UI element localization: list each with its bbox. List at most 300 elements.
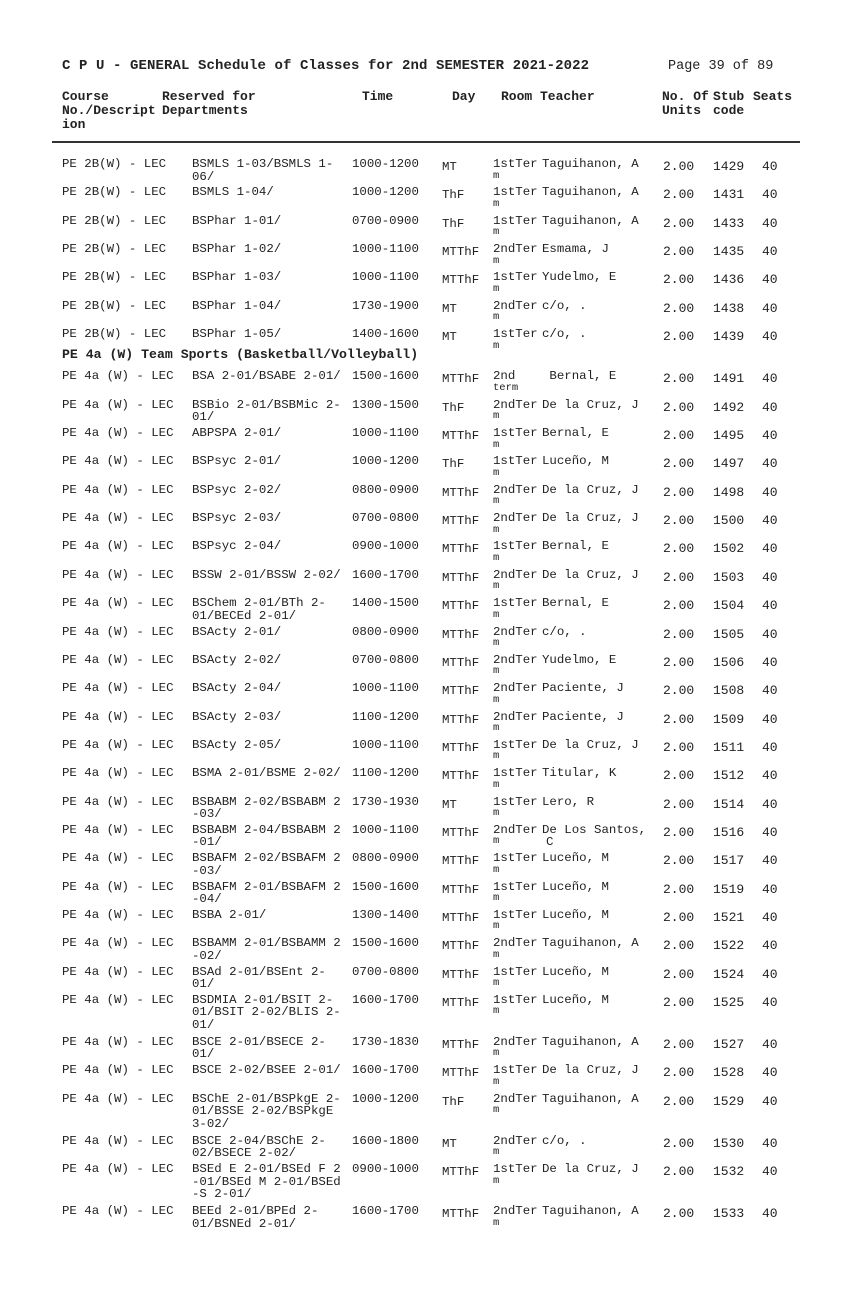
room-cell — [493, 1093, 538, 1117]
room-cell — [493, 654, 538, 678]
room-line-1: 1stTer — [493, 539, 538, 554]
departments-cell: BSPhar 1-05/ — [192, 327, 282, 342]
room-line-1: 2ndTer — [493, 652, 538, 667]
time-cell: 1300-1500 — [352, 397, 419, 412]
departments-cell: BSCE 2-01/BSECE 2- 01/ — [192, 1034, 326, 1062]
units-cell: 2.00 — [663, 768, 695, 784]
units-cell: 2.00 — [663, 399, 695, 415]
day-cell: MTThF — [442, 712, 480, 727]
units-cell: 2.00 — [663, 654, 695, 670]
room-line-2: m — [493, 750, 500, 763]
room-line-1: 1stTer — [493, 426, 538, 441]
seats-cell: 40 — [762, 187, 778, 203]
course-cell: PE 2B(W) - LEC — [62, 327, 167, 342]
room-line-1: 1stTer — [493, 992, 538, 1007]
seats-cell: 40 — [762, 598, 778, 614]
teacher-line-1: Luceño, M — [542, 964, 609, 979]
departments-cell: BSMLS 1-03/BSMLS 1- 06/ — [192, 157, 334, 184]
stub-code-cell: 1512 — [713, 768, 745, 784]
units-cell: 2.00 — [663, 329, 695, 345]
room-line-1: 2ndTer — [493, 1204, 538, 1218]
units-cell: 2.00 — [663, 626, 695, 642]
course-cell: PE 4a (W) - LEC — [62, 1063, 174, 1078]
room-line-1: 1stTer — [493, 794, 538, 809]
teacher-line-1: Lero, R — [542, 794, 595, 809]
teacher-cell — [542, 654, 616, 667]
room-cell — [493, 824, 538, 848]
departments-cell: BSActy 2-02/ — [192, 652, 282, 667]
stub-code-cell: 1431 — [713, 187, 745, 203]
room-line-2: m — [493, 608, 500, 621]
schedule-table — [0, 158, 850, 1233]
teacher-line-1: Titular, K — [542, 766, 617, 781]
table-row — [0, 370, 850, 398]
seats-cell: 40 — [762, 796, 778, 812]
teacher-line-1: Luceño, M — [542, 879, 609, 894]
seats-cell: 40 — [762, 966, 778, 982]
table-row — [0, 512, 850, 540]
units-cell: 2.00 — [663, 513, 695, 529]
seats-cell: 40 — [762, 513, 778, 529]
room-line-1: 1stTer — [493, 1063, 538, 1078]
day-cell: MTThF — [442, 1066, 480, 1081]
table-row — [0, 1093, 850, 1135]
room-line-2: m — [493, 197, 500, 210]
units-cell: 2.00 — [663, 244, 695, 260]
units-cell: 2.00 — [663, 711, 695, 727]
section-heading: PE 4a (W) Team Sports (Basketball/Volleyball) — [62, 347, 419, 363]
teacher-line-1: De la Cruz, J — [542, 567, 639, 582]
room-cell — [493, 540, 538, 564]
day-cell: MTThF — [442, 627, 480, 642]
room-line-2: m — [493, 1005, 500, 1018]
teacher-line-1: Yudelmo, E — [542, 270, 617, 285]
teacher-line-1: Luceño, M — [542, 454, 609, 469]
time-cell: 1100-1200 — [352, 709, 419, 724]
course-cell: PE 2B(W) - LEC — [62, 157, 167, 171]
teacher-line-1: De la Cruz, J — [542, 737, 639, 752]
table-row — [0, 1036, 850, 1064]
teacher-cell — [542, 328, 587, 341]
teacher-cell — [542, 455, 609, 468]
room-line-1: 1stTer — [493, 766, 538, 781]
room-line-1: 1stTer — [493, 851, 538, 866]
time-cell: 1000-1100 — [352, 242, 419, 257]
seats-cell: 40 — [762, 1206, 778, 1221]
time-cell: 1000-1200 — [352, 157, 419, 171]
day-cell: MT — [442, 330, 457, 345]
day-cell: MT — [442, 160, 457, 174]
room-line-2: m — [493, 169, 500, 182]
teacher-cell — [542, 370, 616, 383]
room-line-1: 2ndTer — [493, 397, 538, 412]
day-cell: MTThF — [442, 599, 480, 614]
teacher-cell — [542, 1205, 639, 1218]
room-cell — [493, 626, 538, 650]
room-line-1: 1stTer — [493, 157, 538, 171]
teacher-cell — [542, 739, 639, 752]
teacher-cell — [542, 399, 639, 412]
room-cell — [493, 512, 538, 536]
day-cell: MTThF — [442, 740, 480, 755]
room-cell — [493, 300, 538, 324]
seats-cell: 40 — [762, 329, 778, 345]
units-cell: 2.00 — [663, 215, 695, 231]
teacher-line-1: Bernal, E — [542, 539, 609, 554]
col-header-room-teacher: Room Teacher — [501, 89, 595, 104]
seats-cell: 40 — [762, 399, 778, 415]
time-cell: 1730-1930 — [352, 794, 419, 809]
units-cell: 2.00 — [663, 824, 695, 840]
room-line-2: m — [493, 495, 500, 508]
teacher-line-1: De la Cruz, J — [542, 1162, 639, 1176]
teacher-cell — [542, 540, 609, 553]
room-cell — [493, 399, 538, 423]
teacher-cell — [542, 1135, 587, 1148]
units-cell: 2.00 — [663, 1036, 695, 1052]
units-cell: 2.00 — [663, 569, 695, 585]
table-row — [0, 711, 850, 739]
col-header-course: Course No./Descript ion — [62, 89, 156, 132]
teacher-cell — [542, 1093, 639, 1106]
room-cell — [493, 1036, 538, 1060]
room-line-2: m — [493, 665, 500, 678]
departments-cell: BSBA 2-01/ — [192, 907, 267, 922]
departments-cell: BSBABM 2-02/BSBABM 2 -03/ — [192, 794, 341, 822]
seats-cell: 40 — [762, 1093, 778, 1109]
time-cell: 1400-1600 — [352, 327, 419, 342]
departments-cell: BSPhar 1-03/ — [192, 270, 282, 285]
room-line-1: 2ndTer — [493, 624, 538, 639]
day-cell: MTThF — [442, 1037, 480, 1052]
table-row — [0, 427, 850, 455]
departments-cell: BSActy 2-01/ — [192, 624, 282, 639]
units-cell: 2.00 — [663, 683, 695, 699]
table-row — [0, 966, 850, 994]
time-cell: 1500-1600 — [352, 879, 419, 894]
stub-code-cell: 1495 — [713, 428, 745, 444]
day-cell: ThF — [442, 188, 465, 203]
stub-code-cell: 1502 — [713, 541, 745, 557]
col-header-reserved: Reserved for Departments — [162, 89, 256, 118]
room-line-1: 2ndTer — [493, 1133, 538, 1148]
time-cell: 1300-1400 — [352, 907, 419, 922]
table-row — [0, 1135, 850, 1163]
table-row — [0, 852, 850, 880]
course-cell: PE 4a (W) - LEC — [62, 1034, 174, 1049]
time-cell: 1000-1100 — [352, 737, 419, 752]
room-cell — [493, 682, 538, 706]
departments-cell: BSBio 2-01/BSBMic 2- 01/ — [192, 397, 341, 425]
teacher-line-1: c/o, . — [542, 327, 587, 342]
course-cell: PE 2B(W) - LEC — [62, 270, 167, 285]
room-cell — [493, 597, 538, 621]
room-line-2: m — [493, 254, 500, 267]
day-cell: MT — [442, 1136, 457, 1151]
departments-cell: BSPhar 1-04/ — [192, 298, 282, 313]
teacher-line-1: Esmama, J — [542, 242, 609, 257]
teacher-cell — [542, 158, 639, 171]
time-cell: 1100-1200 — [352, 766, 419, 781]
departments-cell: BSBAMM 2-01/BSBAMM 2 -02/ — [192, 936, 341, 963]
teacher-cell — [542, 796, 594, 809]
seats-cell: 40 — [762, 541, 778, 557]
col-header-time: Time — [362, 89, 394, 104]
room-cell — [493, 370, 518, 394]
day-cell: MTThF — [442, 273, 480, 288]
seats-cell: 40 — [762, 244, 778, 260]
day-cell: MTThF — [442, 769, 480, 784]
teacher-cell — [542, 243, 609, 256]
teacher-cell — [542, 484, 639, 497]
room-cell — [493, 455, 538, 479]
col-header-seats: Seats — [753, 89, 793, 104]
seats-cell: 40 — [762, 456, 778, 472]
time-cell: 1730-1900 — [352, 298, 419, 313]
stub-code-cell: 1524 — [713, 966, 745, 982]
course-cell: PE 4a (W) - LEC — [62, 567, 174, 582]
departments-cell: BSChem 2-01/BTh 2- 01/BECEd 2-01/ — [192, 596, 326, 623]
room-line-2: m — [493, 311, 500, 324]
day-cell: ThF — [442, 457, 465, 472]
room-line-1: 1stTer — [493, 879, 538, 894]
stub-code-cell: 1435 — [713, 244, 745, 260]
day-cell: MTThF — [442, 967, 480, 982]
teacher-line-1: De la Cruz, J — [542, 511, 639, 526]
course-cell: PE 4a (W) - LEC — [62, 596, 174, 611]
day-cell: MTThF — [442, 485, 480, 500]
day-cell: MT — [442, 797, 457, 812]
units-cell: 2.00 — [663, 938, 695, 954]
teacher-line-1: Paciente, J — [542, 681, 624, 696]
room-line-2: m — [493, 1104, 500, 1117]
table-row — [0, 300, 850, 328]
teacher-line-1: De la Cruz, J — [542, 482, 639, 497]
room-line-2: m — [493, 892, 500, 905]
stub-code-cell: 1492 — [713, 399, 745, 415]
day-cell: MTThF — [442, 882, 480, 897]
table-row — [0, 626, 850, 654]
stub-code-cell: 1532 — [713, 1164, 745, 1179]
seats-cell: 40 — [762, 1135, 778, 1151]
course-cell: PE 4a (W) - LEC — [62, 482, 174, 497]
course-cell: PE 4a (W) - LEC — [62, 1204, 174, 1218]
teacher-line-1: De Los Santos, — [542, 822, 647, 837]
seats-cell: 40 — [762, 654, 778, 670]
course-cell: PE 4a (W) - LEC — [62, 1091, 174, 1106]
teacher-cell — [542, 881, 609, 894]
seats-cell: 40 — [762, 159, 778, 174]
room-cell — [493, 186, 538, 210]
seats-cell: 40 — [762, 371, 778, 387]
course-cell: PE 4a (W) - LEC — [62, 1133, 174, 1148]
room-line-2: m — [493, 778, 500, 791]
teacher-cell — [542, 1036, 639, 1049]
teacher-line-1: Bernal, E — [542, 426, 609, 441]
stub-code-cell: 1505 — [713, 626, 745, 642]
units-cell: 2.00 — [663, 796, 695, 812]
time-cell: 0900-1000 — [352, 1162, 419, 1176]
room-cell — [493, 1064, 538, 1088]
units-cell: 2.00 — [663, 428, 695, 444]
seats-cell: 40 — [762, 626, 778, 642]
teacher-line-1: c/o, . — [542, 298, 587, 313]
departments-cell: BSPsyc 2-01/ — [192, 454, 282, 469]
room-cell — [493, 1163, 538, 1187]
room-line-2: m — [493, 410, 500, 423]
teacher-line-1: Bernal, E — [542, 369, 617, 384]
seats-cell: 40 — [762, 1065, 778, 1081]
teacher-line-1: Luceño, M — [542, 851, 609, 866]
teacher-cell — [542, 597, 609, 610]
units-cell: 2.00 — [663, 853, 695, 869]
day-cell: MTThF — [442, 655, 480, 670]
teacher-cell — [542, 711, 624, 724]
teacher-cell — [542, 626, 587, 639]
room-line-2: m — [493, 580, 500, 593]
teacher-cell — [542, 682, 624, 695]
departments-cell: BEEd 2-01/BPEd 2- 01/BSNEd 2-01/ — [192, 1204, 319, 1231]
teacher-cell — [542, 1163, 639, 1176]
room-cell — [493, 937, 538, 961]
seats-cell: 40 — [762, 215, 778, 231]
room-line-1: 2ndTer — [493, 298, 538, 313]
units-cell: 2.00 — [663, 739, 695, 755]
teacher-cell — [542, 767, 616, 780]
page-number: Page 39 of 89 — [668, 59, 774, 74]
teacher-line-1: De la Cruz, J — [542, 397, 639, 412]
table-row — [0, 937, 850, 965]
units-cell: 2.00 — [663, 159, 695, 174]
departments-cell: BSBAFM 2-02/BSBAFM 2 -03/ — [192, 851, 341, 878]
departments-cell: BSSW 2-01/BSSW 2-02/ — [192, 567, 341, 582]
units-cell: 2.00 — [663, 484, 695, 500]
table-row — [0, 994, 850, 1036]
room-line-1: 1stTer — [493, 213, 538, 228]
room-cell — [493, 739, 538, 763]
room-cell — [493, 852, 538, 876]
teacher-line-1: Taguihanon, A — [542, 157, 639, 171]
teacher-cell — [542, 271, 616, 284]
course-cell: PE 4a (W) - LEC — [62, 624, 174, 639]
teacher-cell — [542, 824, 646, 849]
teacher-cell — [542, 852, 609, 865]
day-cell: MTThF — [442, 825, 480, 840]
day-cell: MTThF — [442, 372, 480, 387]
units-cell: 2.00 — [663, 598, 695, 614]
day-cell: MT — [442, 301, 457, 316]
course-cell: PE 2B(W) - LEC — [62, 185, 167, 200]
units-cell: 2.00 — [663, 541, 695, 557]
time-cell: 1600-1700 — [352, 1063, 419, 1078]
room-line-2: m — [493, 722, 500, 735]
day-cell: ThF — [442, 1094, 465, 1109]
room-line-1: 1stTer — [493, 964, 538, 979]
room-line-2: m — [493, 1216, 500, 1229]
room-line-2: m — [493, 226, 500, 239]
room-line-2: m — [493, 1174, 500, 1187]
table-row — [0, 540, 850, 568]
room-cell — [493, 767, 538, 791]
seats-cell: 40 — [762, 484, 778, 500]
room-line-2: m — [493, 637, 500, 649]
time-cell: 1600-1700 — [352, 1204, 419, 1218]
course-cell: PE 4a (W) - LEC — [62, 907, 174, 922]
seats-cell: 40 — [762, 272, 778, 288]
time-cell: 0800-0900 — [352, 624, 419, 639]
stub-code-cell: 1497 — [713, 456, 745, 472]
table-row — [0, 1163, 850, 1205]
course-cell: PE 4a (W) - LEC — [62, 822, 174, 837]
stub-code-cell: 1509 — [713, 711, 745, 727]
room-line-1: 2ndTer — [493, 681, 538, 696]
room-line-2: m — [493, 948, 500, 961]
room-line-1: 2ndTer — [493, 567, 538, 582]
table-row — [0, 455, 850, 483]
time-cell: 1600-1700 — [352, 992, 419, 1007]
time-cell: 0900-1000 — [352, 539, 419, 554]
departments-cell: BSPsyc 2-02/ — [192, 482, 282, 497]
room-cell — [493, 484, 538, 508]
teacher-line-1: Yudelmo, E — [542, 652, 617, 667]
course-cell: PE 4a (W) - LEC — [62, 737, 174, 752]
teacher-cell — [542, 994, 609, 1007]
departments-cell: BSCE 2-02/BSEE 2-01/ — [192, 1063, 341, 1078]
departments-cell: BSPhar 1-01/ — [192, 213, 282, 228]
time-cell: 1600-1700 — [352, 567, 419, 582]
course-cell: PE 4a (W) - LEC — [62, 794, 174, 809]
room-line-2: m — [493, 551, 500, 564]
stub-code-cell: 1522 — [713, 938, 745, 954]
seats-cell: 40 — [762, 569, 778, 585]
units-cell: 2.00 — [663, 300, 695, 316]
time-cell: 1000-1100 — [352, 822, 419, 837]
teacher-line-1: Bernal, E — [542, 596, 609, 611]
day-cell: MTThF — [442, 910, 480, 925]
time-cell: 1000-1200 — [352, 454, 419, 469]
stub-code-cell: 1529 — [713, 1093, 745, 1109]
table-row — [0, 739, 850, 767]
stub-code-cell: 1517 — [713, 853, 745, 869]
teacher-line-1: Taguihanon, A — [542, 185, 639, 200]
room-line-1: 1stTer — [493, 1162, 538, 1176]
stub-code-cell: 1533 — [713, 1206, 745, 1221]
stub-code-cell: 1429 — [713, 159, 745, 174]
departments-cell: BSA 2-01/BSABE 2-01/ — [192, 369, 341, 384]
course-cell: PE 2B(W) - LEC — [62, 242, 167, 257]
day-cell: MTThF — [442, 1165, 480, 1179]
stub-code-cell: 1530 — [713, 1135, 745, 1151]
table-row — [0, 796, 850, 824]
units-cell: 2.00 — [663, 272, 695, 288]
units-cell: 2.00 — [663, 881, 695, 897]
room-cell — [493, 158, 538, 182]
stub-code-cell: 1436 — [713, 272, 745, 288]
seats-cell: 40 — [762, 909, 778, 925]
room-line-1: 2ndTer — [493, 1034, 538, 1049]
stub-code-cell: 1516 — [713, 824, 745, 840]
teacher-line-1: Luceño, M — [542, 907, 609, 922]
seats-cell: 40 — [762, 428, 778, 444]
course-cell: PE 4a (W) - LEC — [62, 992, 174, 1007]
teacher-line-2: C — [546, 835, 554, 850]
units-cell: 2.00 — [663, 994, 695, 1010]
time-cell: 1730-1830 — [352, 1034, 419, 1049]
course-cell: PE 4a (W) - LEC — [62, 369, 174, 384]
seats-cell: 40 — [762, 824, 778, 840]
seats-cell: 40 — [762, 683, 778, 699]
teacher-line-1: Taguihanon, A — [542, 936, 639, 951]
